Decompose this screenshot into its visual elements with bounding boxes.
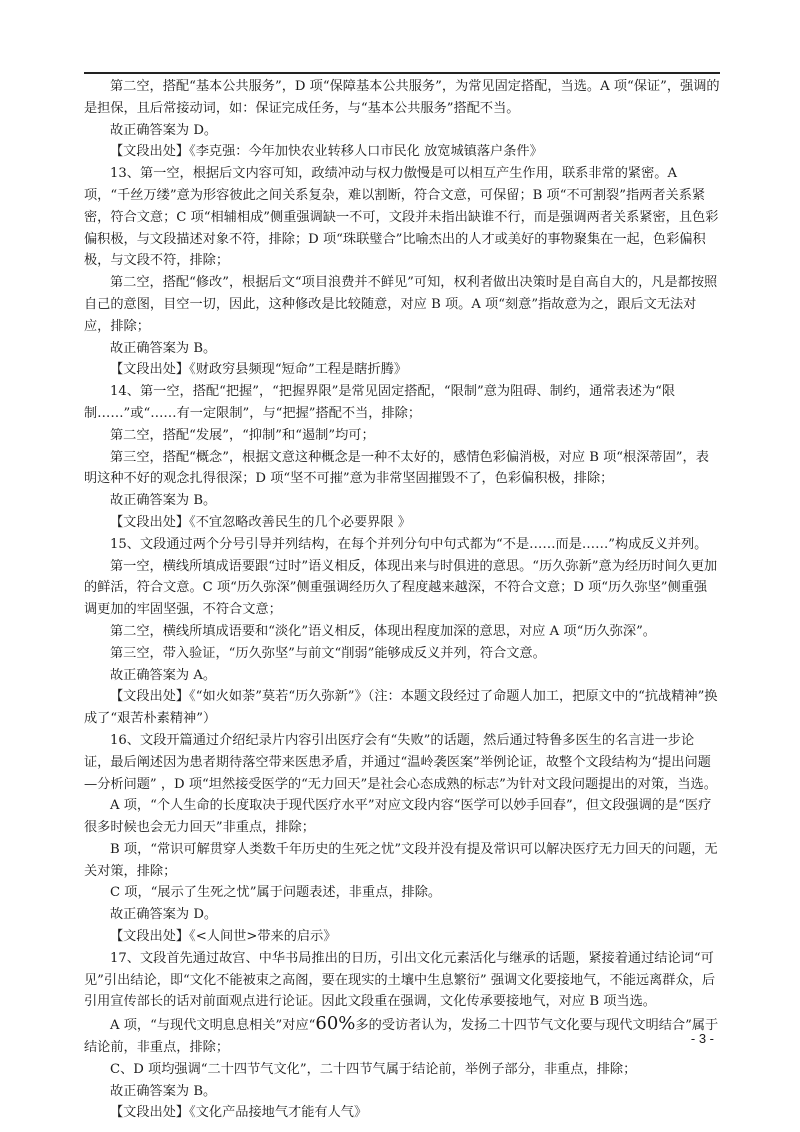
header-rule bbox=[84, 72, 720, 74]
percent-value: 60% bbox=[315, 1013, 356, 1035]
paragraph: 第二空，横线所填成语要和“淡化”语义相反，体现出程度加深的意思，对应 A 项“历久弥深”。 bbox=[110, 623, 656, 639]
answer-line: 故正确答案为 B。 bbox=[110, 1083, 217, 1099]
source-line: 【文段出处】《不宜忽略改善民生的几个必要界限 》 bbox=[110, 514, 411, 530]
source-line: 【文段出处】《李克强：今年加快农业转移人口市民化 放宽城镇落户条件》 bbox=[110, 144, 543, 160]
answer-line: 故正确答案为 A。 bbox=[110, 667, 217, 683]
paragraph: C 项，“展示了生死之忧”属于问题表述，非重点，排除。 bbox=[110, 885, 442, 901]
question-16-paragraph: 16、文段开篇通过介绍纪录片内容引出医疗会有“失败”的话题，然后通过特鲁多医生的名言进一步论证，最后阐述因为患者期待落空带来医患矛盾，并通过“温岭袭医案”举例论证，故整个文段结构为“提出问题—分析问题” ，D 项“坦然接受医学的“无力回天”是社会心态成熟的标志”为针对文段问题提出的对策，当选。 bbox=[84, 732, 717, 792]
question-14-paragraph: 14、第一空，搭配“把握”，“把握界限”是常见固定搭配，“限制”意为阻碍、制约，通常表述为“限制……”或“……有一定限制”，与“把握”搭配不当，排除； bbox=[84, 384, 676, 421]
paragraph bbox=[84, 1013, 720, 1059]
question-15-paragraph: 15、文段通过两个分号引导并列结构，在每个并列分句中句式都为“不是……而是……”构成反义并列。 bbox=[110, 536, 708, 552]
paragraph: 第二空，搭配“修改”，根据后文“项目浪费并不鲜见”可知，权利者做出决策时是自高自大的，凡是都按照自己的意图，目空一切，因此，这种修改是比较随意，对应 B 项。A 项“刻意”指故意为之，跟后文无法对应，排除； bbox=[84, 275, 718, 334]
question-13-paragraph: 13、第一空，根据后文内容可知，政绩冲动与权力傲慢是可以相互产生作用，联系非常的紧密。A 项，“千丝万缕”意为形容彼此之间关系复杂，难以割断，符合文意，可保留；B 项“不可割裂”指两者关系紧密，符合文意；C 项“相辅相成”侧重强调缺一不可，文段并未指出缺谁不行，而是强调两者关系紧密，且色彩偏积极，与文段描述对象不符，排除；D 项“珠联璧合”比喻杰出的人才或美好的事物聚集在一起，色彩偏积极，与文段不符，排除； bbox=[84, 166, 719, 269]
text-run: A 项，“与现代文明息息相关”对应“ bbox=[110, 1018, 316, 1034]
paragraph: 第三空，搭配“概念”，根据文意这种概念是一种不太好的，感情色彩偏消极，对应 B 项“根深蒂固”，表明这种不好的观念扎得很深；D 项“坚不可摧”意为非常坚固摧毁不了，色彩偏积极，排除； bbox=[84, 449, 709, 487]
answer-line: 故正确答案为 B。 bbox=[110, 493, 217, 509]
page-number: - 3 - bbox=[690, 1031, 714, 1046]
answer-line: 故正确答案为 D。 bbox=[110, 907, 218, 923]
paragraph: 第一空，横线所填成语要跟“过时”语义相反，体现出来与时俱进的意思。“历久弥新”意为经历时间久更加的鲜活，符合文意。C 项“历久弥深”侧重强调经历久了程度越来越深，不符合文意；D 项“历久弥坚”侧重强调更加的牢固坚强，不符合文意； bbox=[84, 558, 718, 618]
paragraph: C、D 项均强调“二十四节气文化”，二十四节气属于结论前，举例子部分，非重点，排除； bbox=[110, 1061, 637, 1077]
question-17-paragraph: 17、文段首先通过故宫、中华书局推出的日历，引出文化元素活化与继承的话题，紧接着通过结论词“可见”引出结论，即“文化不能被束之高阁，要在现实的土壤中生息繁衍” 强调文化要接地气，不能远离群众，后引用宣传部长的话对前面观点进行论证。因此文段重在强调，文化传承要接地气，对应 B 项当选。 bbox=[84, 950, 716, 1010]
source-line: 【文段出处】《文化产品接地气才能有人气》 bbox=[110, 1105, 368, 1121]
paragraph: B 项，“常识可解贯穿人类数千年历史的生死之忧”文段并没有提及常识可以解决医疗无力回天的问题，无关对策，排除； bbox=[84, 841, 718, 879]
paragraph: A 项，“个人生命的长度取决于现代医疗水平”对应文段内容“医学可以妙手回春”，但文段强调的是“医疗很多时候也会无力回天”非重点，排除； bbox=[84, 798, 712, 836]
answer-line: 故正确答案为 B。 bbox=[110, 340, 217, 356]
document-body bbox=[84, 76, 720, 1124]
paragraph: 第二空，搭配“发展”，“抑制”和“遏制”均可； bbox=[110, 427, 375, 443]
source-line: 【文段出处】《“如火如荼”莫若“历久弥新”》（注：本题文段经过了命题人加工，把原文中的“抗战精神”换成了“艰苦朴素精神”） bbox=[84, 689, 718, 727]
text-run: 多的受访者认为，发扬二十四节气文化要与现代文明结合”属于结论前，非重点，排除； bbox=[84, 1018, 719, 1056]
source-line: 【文段出处】《<人间世>带来的启示》 bbox=[110, 929, 337, 945]
paragraph: 第三空，带入验证，“历久弥坚”与前文“削弱”能够成反义并列，符合文意。 bbox=[110, 645, 546, 661]
source-line: 【文段出处】《财政穷县频现“短命”工程是瞎折腾》 bbox=[110, 362, 408, 378]
answer-line: 故正确答案为 D。 bbox=[110, 122, 218, 138]
paragraph: 第二空，搭配“基本公共服务”，D 项“保障基本公共服务”，为常见固定搭配，当选。A 项“保证”，强调的是担保，且后常接动词，如：保证完成任务，与“基本公共服务”搭配不当。 bbox=[84, 79, 720, 116]
